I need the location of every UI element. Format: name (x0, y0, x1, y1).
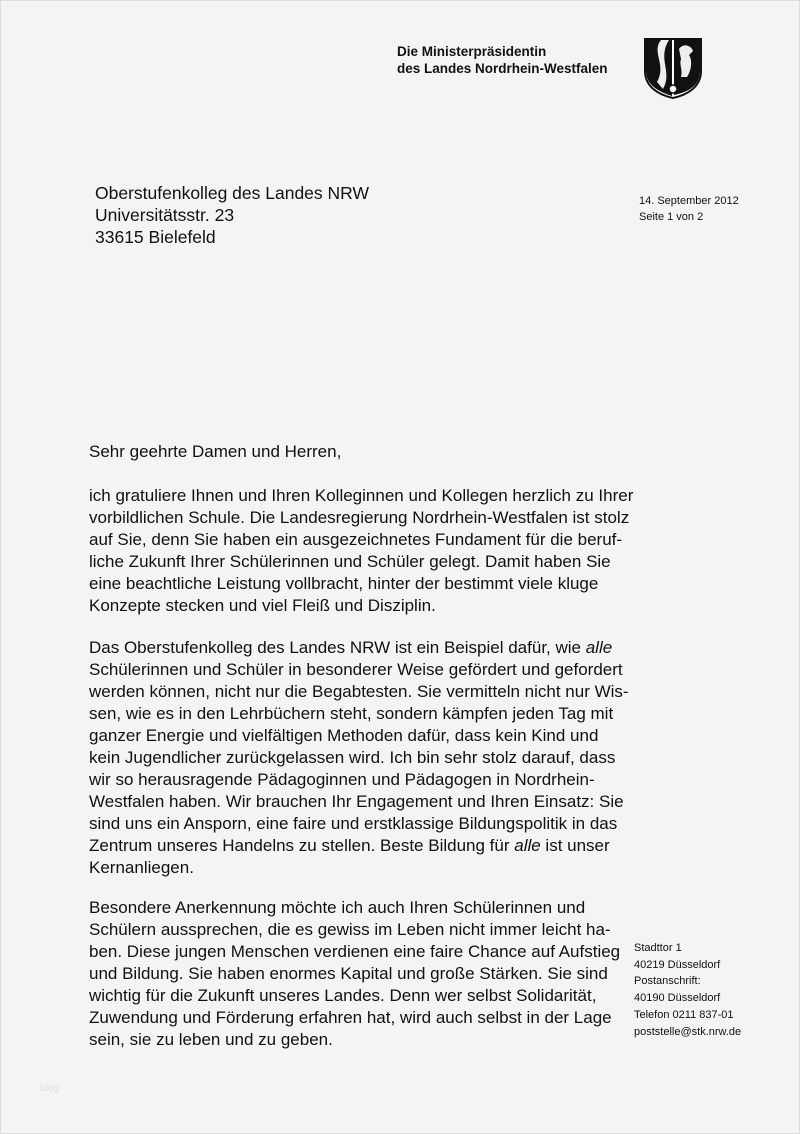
letter-date: 14. September 2012 (639, 195, 739, 207)
address-line: 33615 Bielefeld (95, 227, 216, 247)
letterhead (397, 43, 608, 77)
contact-line: Stadttor 1 (634, 942, 682, 954)
paragraph-line: Zuwendung und Förderung erfahren hat, wird auch selbst in der Lage (89, 1008, 612, 1027)
contact-line: 40219 Düsseldorf (634, 958, 721, 971)
letter-meta (639, 193, 739, 225)
paragraph-line: liche Zukunft Ihrer Schülerinnen und Schüler gelegt. Damit haben Sie (89, 552, 611, 571)
paragraph-line: sen, wie es in den Lehrbüchern steht, sondern kämpfen jeden Tag mit (89, 704, 614, 723)
nrw-coat-of-arms-icon (643, 37, 703, 99)
paragraph-line: vorbildlichen Schule. Die Landesregierung Nordrhein-Westfalen ist stolz (89, 508, 630, 527)
paragraph-line: Westfalen haben. Wir brauchen Ihr Engagement und Ihren Einsatz: Sie (89, 792, 624, 811)
paragraph-line: kein Jugendlicher zurückgelassen wird. Ich bin sehr stolz darauf, dass (89, 748, 616, 767)
paragraph-line: Konzepte stecken und viel Fleiß und Disziplin. (89, 596, 436, 615)
address-line: Universitätsstr. 23 (95, 205, 235, 225)
paragraph-line: Kernanliegen. (89, 858, 194, 877)
body-paragraph (89, 637, 629, 879)
paragraph-line: auf Sie, denn Sie haben ein ausgezeichnetes Fundament für die beruf- (89, 530, 623, 549)
paragraph-line: Schülerinnen und Schüler in besonderer Weise gefördert und gefordert (89, 660, 623, 679)
paragraph-line: Das Oberstufenkolleg des Landes NRW ist ein Beispiel dafür, wie alle (89, 638, 613, 657)
paragraph-line: ganzer Energie und vielfältigen Methoden dafür, dass kein Kind und (89, 726, 599, 745)
paragraph-line: wichtig für die Zukunft unseres Landes. Denn wer selbst Solidarität, (89, 986, 597, 1005)
paragraph-line: sein, sie zu leben und zu geben. (89, 1030, 333, 1049)
letterhead-line: Die Ministerpräsidentin (397, 44, 547, 59)
recipient-address (95, 182, 369, 248)
paragraph-line: sind uns ein Ansporn, eine faire und erstklassige Bildungspolitik in das (89, 814, 618, 833)
body-paragraph (89, 485, 633, 617)
contact-line: 40190 Düsseldorf (634, 992, 721, 1005)
paragraph-line: Besondere Anerkennung möchte ich auch Ihren Schülerinnen und (89, 898, 586, 917)
address-line: Oberstufenkolleg des Landes NRW (95, 183, 369, 203)
contact-line: Telefon 0211 837-01 (634, 1008, 734, 1021)
paragraph-line: ich gratuliere Ihnen und Ihren Kolleginnen und Kollegen herzlich zu Ihrer (89, 486, 634, 505)
paragraph-line: eine beachtliche Leistung vollbracht, hinter der bestimmt viele kluge (89, 574, 599, 593)
paragraph-line: wir so herausragende Pädagoginnen und Pädagogen in Nordrhein- (89, 770, 595, 789)
letterhead-line: des Landes Nordrhein-Westfalen (397, 61, 608, 76)
paragraph-line: ben. Diese jungen Menschen verdienen eine faire Chance auf Aufstieg (89, 942, 621, 961)
contact-line: Postanschrift: (634, 975, 701, 988)
sender-contact (634, 940, 741, 1040)
paragraph-line: Zentrum unseres Handelns zu stellen. Beste Bildung für alle ist unser (89, 836, 610, 855)
greeting: Sehr geehrte Damen und Herren, (89, 442, 342, 461)
body-paragraph (89, 897, 620, 1051)
watermark: blog (40, 1083, 59, 1094)
paragraph-line: und Bildung. Sie haben enormes Kapital und große Stärken. Sie sind (89, 964, 608, 983)
page-number: Seite 1 von 2 (639, 211, 704, 223)
paragraph-line: werden können, nicht nur die Begabtesten. Sie vermitteln nicht nur Wis- (89, 682, 629, 701)
contact-email: poststelle@stk.nrw.de (634, 1025, 742, 1038)
paragraph-line: Schülern aussprechen, die es gewiss im Leben nicht immer leicht ha- (89, 920, 611, 939)
